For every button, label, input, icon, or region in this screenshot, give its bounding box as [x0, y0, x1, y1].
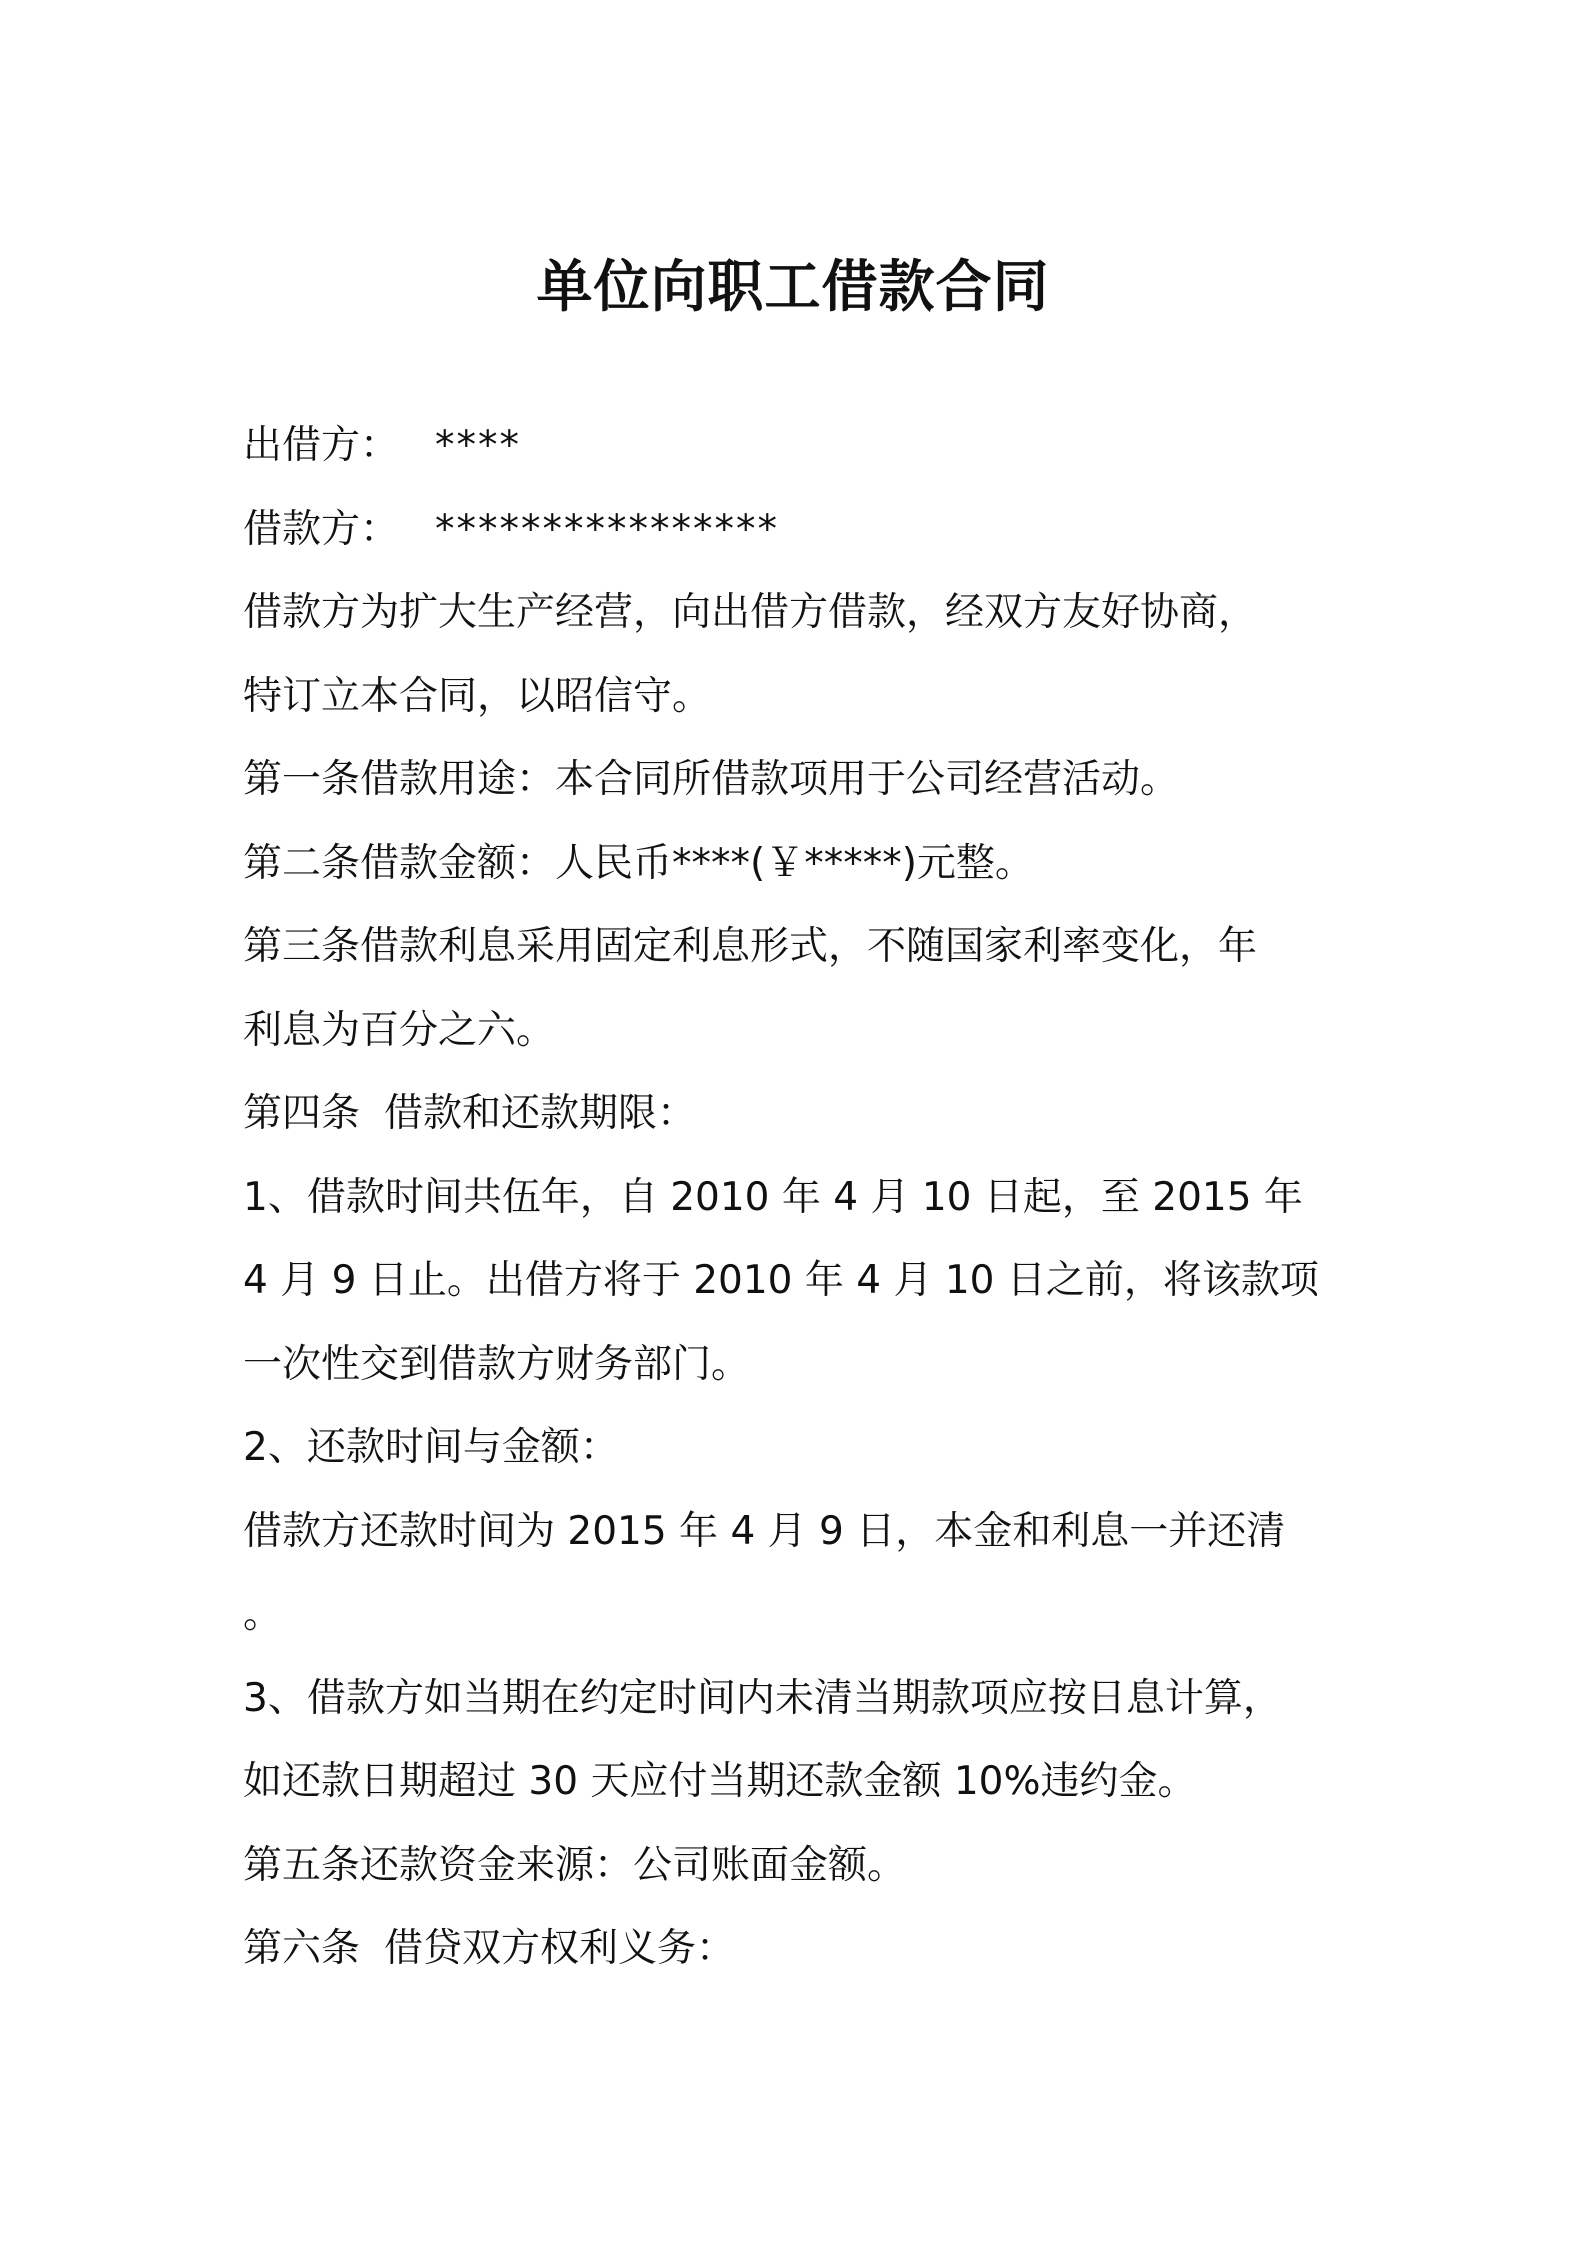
clause-1-line-3: 一次性交到借款方财务部门。 — [243, 1341, 751, 1387]
preamble-line-1: 借款方为扩大生产经营，向出借方借款，经双方友好协商， — [243, 590, 1258, 635]
clause-1-line-2: 4 月 9 日止。出借方将于 2010 年 4 月 10 日之前，将该款项 — [243, 1258, 1319, 1303]
article-3-line-1: 第三条借款利息采用固定利息形式，不随国家利率变化，年 — [243, 924, 1258, 969]
borrower-label: 借款方： — [243, 506, 400, 552]
clause-2-line-2: 。 — [243, 1592, 283, 1637]
document-title: 单位向职工借款合同 — [536, 255, 1050, 320]
article-6-heading — [243, 1907, 1363, 1991]
clause-1-line-1: 1、借款时间共伍年，自 2010 年 4 月 10 日起，至 2015 年 — [243, 1174, 1303, 1220]
article-3-line-2: 利息为百分之六。 — [243, 1007, 556, 1053]
article-5: 第五条还款资金来源：公司账面金额。 — [243, 1842, 907, 1888]
borrower-line — [243, 488, 1363, 572]
article-4-number: 第四条 — [243, 1091, 361, 1136]
article-4-title: 借款和还款期限： — [384, 1091, 697, 1136]
clause-2-line-1: 借款方还款时间为 2015 年 4 月 9 日，本金和利息一并还清 — [243, 1508, 1286, 1554]
article-1: 第一条借款用途：本合同所借款项用于公司经营活动。 — [243, 757, 1180, 802]
preamble-line-2: 特订立本合同，以昭信守。 — [243, 673, 712, 719]
article-4-heading — [243, 1072, 1363, 1156]
borrower-value: **************** — [435, 506, 779, 552]
contract-body — [243, 404, 1363, 1991]
article-6-title: 借贷双方权利义务： — [384, 1926, 736, 1971]
clause-3-line-2: 如还款日期超过 30 天应付当期还款金额 10%违约金。 — [243, 1759, 1197, 1804]
clause-3-line-1: 3、借款方如当期在约定时间内未清当期款项应按日息计算， — [243, 1675, 1282, 1721]
lender-value: **** — [435, 423, 521, 468]
article-6-number: 第六条 — [243, 1926, 361, 1971]
article-2: 第二条借款金额：人民币****(￥*****)元整。 — [243, 840, 1034, 886]
clause-2-heading: 2、还款时间与金额： — [243, 1425, 619, 1470]
lender-line — [243, 404, 1363, 488]
lender-label: 出借方： — [243, 423, 400, 468]
